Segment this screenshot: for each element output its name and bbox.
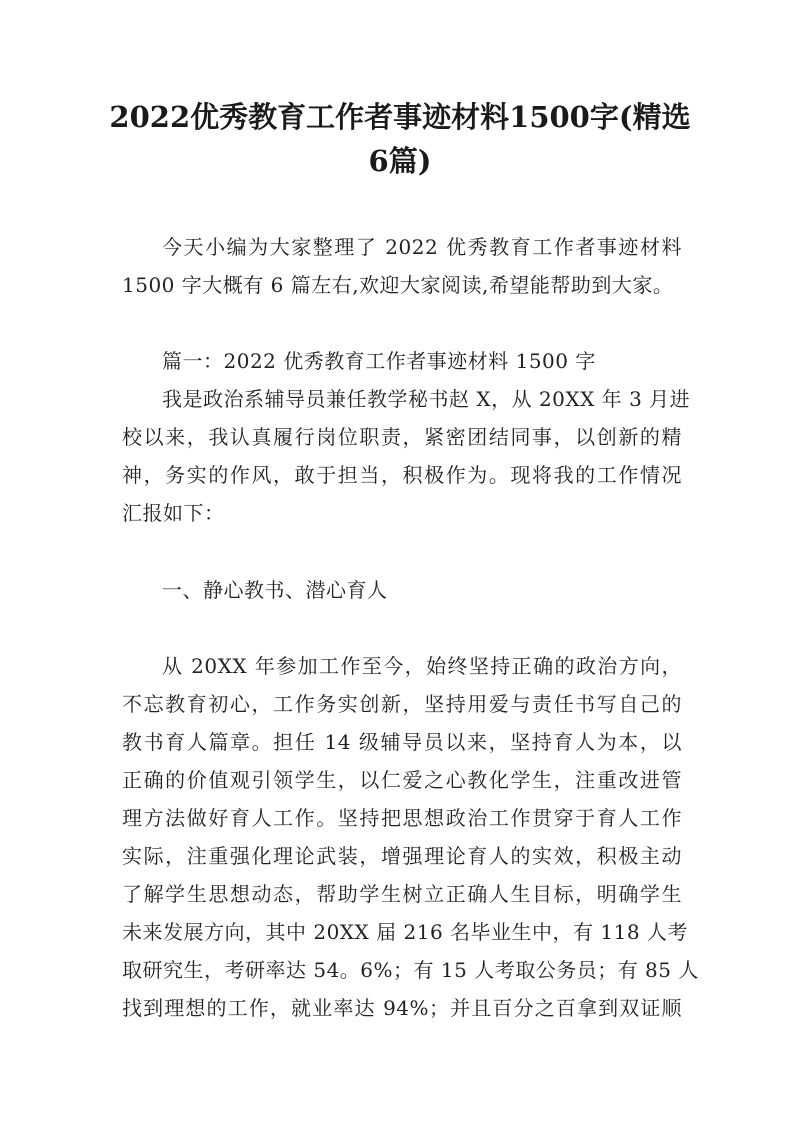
para2-line-9: 取研究生，考研率达 54。6%；有 15 人考取公务员；有 85 人 — [122, 958, 699, 982]
para2-line-5: 理方法做好育人工作。坚持把思想政治工作贯穿于育人工作 — [122, 806, 682, 830]
section-heading: 篇一：2022 优秀教育工作者事迹材料 1500 字 — [162, 349, 596, 373]
intro-line-1: 今天小编为大家整理了 2022 优秀教育工作者事迹材料 — [162, 235, 682, 259]
para1-line-1: 我是政治系辅导员兼任教学秘书赵 X，从 20XX 年 3 月进 — [162, 387, 691, 411]
para1-line-2: 校以来，我认真履行岗位职责，紧密团结同事，以创新的精 — [122, 425, 682, 449]
para2-line-8: 未来发展方向，其中 20XX 届 216 名毕业生中，有 118 人考 — [122, 920, 688, 944]
para2-line-4: 正确的价值观引领学生，以仁爱之心教化学生，注重改进管 — [122, 768, 682, 792]
para2-line-1: 从 20XX 年参加工作至今，始终坚持正确的政治方向， — [162, 654, 682, 678]
para2-line-2: 不忘教育初心，工作务实创新，坚持用爱与责任书写自己的 — [122, 692, 682, 716]
para2-line-7: 了解学生思想动态，帮助学生树立正确人生目标，明确学生 — [122, 882, 682, 906]
para1-line-3: 神，务实的作风，敢于担当，积极作为。现将我的工作情况 — [122, 463, 682, 487]
para1-line-4: 汇报如下： — [122, 501, 225, 525]
intro-line-2: 1500 字大概有 6 篇左右,欢迎大家阅读,希望能帮助到大家。 — [122, 273, 674, 297]
para2-line-10: 找到理想的工作，就业率达 94%；并且百分之百拿到双证顺 — [122, 996, 682, 1020]
document-title-line-1: 2022优秀教育工作者事迹材料1500字(精选 — [109, 100, 691, 134]
subheading: 一、静心教书、潜心育人 — [162, 578, 388, 602]
para2-line-3: 教书育人篇章。担任 14 级辅导员以来，坚持育人为本，以 — [122, 730, 682, 754]
document-title-line-2: 6篇) — [368, 144, 432, 178]
para2-line-6: 实际，注重强化理论武装，增强理论育人的实效，积极主动 — [122, 844, 682, 868]
